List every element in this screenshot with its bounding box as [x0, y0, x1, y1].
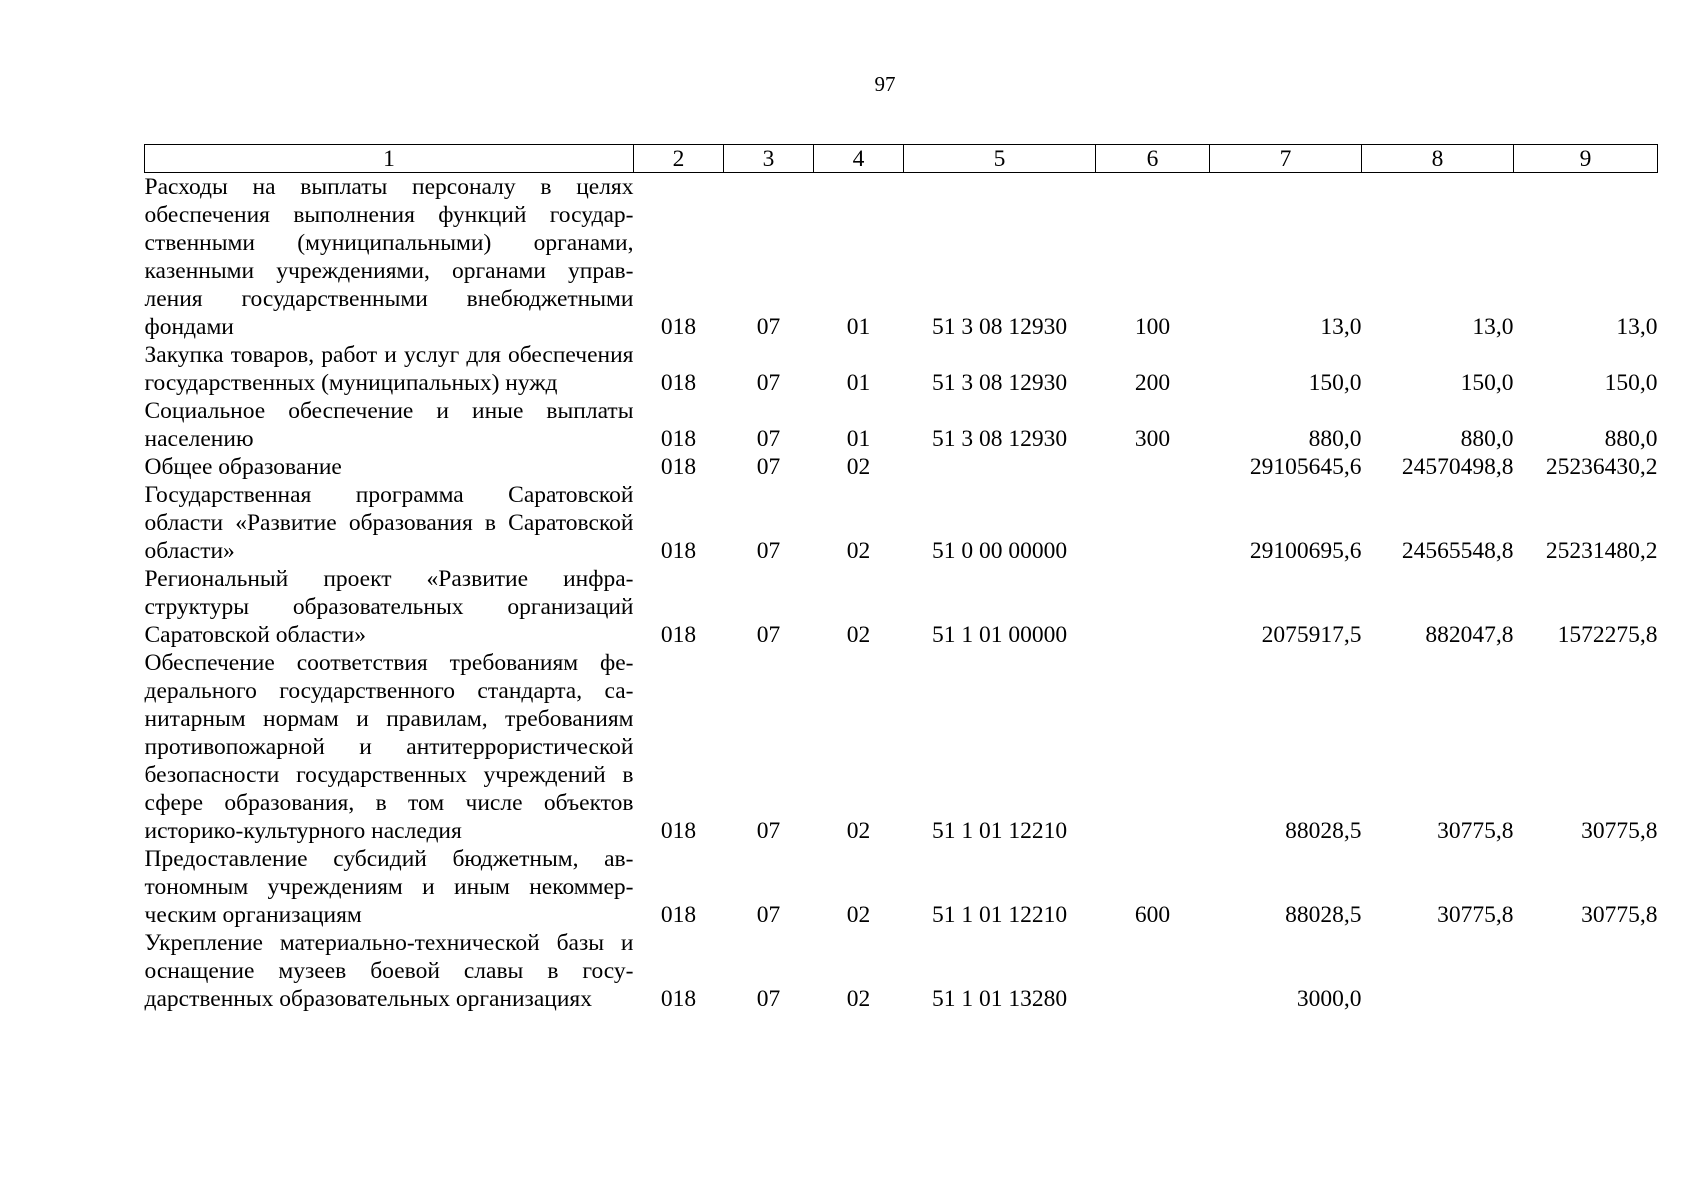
- column-header: 6: [1096, 145, 1210, 173]
- amount-col-8: 24570498,8: [1401, 454, 1514, 480]
- amount-col-9: 13,0: [1616, 314, 1658, 340]
- target-article-code: 51 1 01 12210: [931, 818, 1068, 844]
- ministry-code: 018: [660, 370, 697, 396]
- expense-type-code: 100: [1134, 314, 1171, 340]
- amount-col-7: 2075917,5: [1261, 622, 1362, 648]
- column-header: 1: [145, 145, 634, 173]
- amount-col-8: 30775,8: [1437, 902, 1514, 928]
- amount-col-7: 29100695,6: [1249, 538, 1362, 564]
- target-article-code: 51 1 01 13280: [931, 986, 1068, 1012]
- table-row: [145, 173, 1658, 342]
- amount-col-9: 880,0: [1604, 426, 1658, 452]
- table-row: [145, 845, 1658, 929]
- amount-col-8: 13,0: [1472, 314, 1514, 340]
- subsection-code: 02: [846, 454, 871, 480]
- expense-type-code: 200: [1134, 370, 1171, 396]
- expense-type-code: [1096, 481, 1210, 565]
- expense-type-code: [1096, 649, 1210, 845]
- expense-type-code: 300: [1134, 426, 1171, 452]
- subsection-code: 01: [846, 314, 871, 340]
- column-header: 4: [814, 145, 904, 173]
- row-description: Региональный проект «Развитие инфраструктуры образовательных организаций Саратовской области»: [144, 566, 634, 648]
- amount-col-8: 882047,8: [1425, 622, 1514, 648]
- target-article-code: [904, 453, 1096, 481]
- subsection-code: 02: [846, 538, 871, 564]
- budget-table: [144, 144, 1658, 1013]
- row-description: Общее образование: [144, 454, 342, 480]
- amount-col-9: [1514, 929, 1658, 1013]
- column-header: 9: [1514, 145, 1658, 173]
- ministry-code: 018: [660, 902, 697, 928]
- subsection-code: 02: [846, 902, 871, 928]
- expense-type-code: [1096, 565, 1210, 649]
- ministry-code: 018: [660, 986, 697, 1012]
- section-code: 07: [756, 314, 781, 340]
- column-header: 8: [1362, 145, 1514, 173]
- amount-col-9: 25236430,2: [1545, 454, 1658, 480]
- row-description: Расходы на выплаты персоналу в целях обеспечения выполнения функций государственными (муниципальными) органами, казенными учреждениями, органами управления государственными внебюджетными фондами: [144, 174, 634, 340]
- amount-col-7: 3000,0: [1296, 986, 1362, 1012]
- amount-col-8: [1362, 929, 1514, 1013]
- section-code: 07: [756, 986, 781, 1012]
- table-row: [145, 453, 1658, 481]
- expense-type-code: 600: [1134, 902, 1171, 928]
- expense-type-code: [1096, 453, 1210, 481]
- section-code: 07: [756, 622, 781, 648]
- section-code: 07: [756, 538, 781, 564]
- target-article-code: 51 3 08 12930: [931, 314, 1068, 340]
- amount-col-9: 25231480,2: [1545, 538, 1658, 564]
- ministry-code: 018: [660, 818, 697, 844]
- ministry-code: 018: [660, 538, 697, 564]
- table-row: [145, 649, 1658, 845]
- row-description: Обеспечение соответствия требованиям федерального государственного стандарта, санитарным нормам и правилам, требованиям противопожарной и антитеррористической безопасности государственных учреждений в сфере образования, в том числе объектов историко-культурного наследия: [144, 650, 634, 844]
- amount-col-7: 88028,5: [1285, 818, 1362, 844]
- table-row: [145, 929, 1658, 1013]
- amount-col-7: 880,0: [1308, 426, 1362, 452]
- section-code: 07: [756, 426, 781, 452]
- section-code: 07: [756, 370, 781, 396]
- row-description: Предоставление субсидий бюджетным, автономным учреждениям и иным некоммерческим организациям: [144, 846, 634, 928]
- amount-col-9: 30775,8: [1581, 818, 1658, 844]
- column-header: 3: [724, 145, 814, 173]
- ministry-code: 018: [660, 622, 697, 648]
- target-article-code: 51 0 00 00000: [931, 538, 1068, 564]
- section-code: 07: [756, 454, 781, 480]
- subsection-code: 01: [846, 426, 871, 452]
- column-header: 5: [904, 145, 1096, 173]
- row-description: Социальное обеспечение и иные выплаты населению: [144, 398, 634, 452]
- ministry-code: 018: [660, 454, 697, 480]
- subsection-code: 02: [846, 818, 871, 844]
- amount-col-8: 30775,8: [1437, 818, 1514, 844]
- amount-col-7: 29105645,6: [1249, 454, 1362, 480]
- table-row: [145, 481, 1658, 565]
- target-article-code: 51 3 08 12930: [931, 426, 1068, 452]
- ministry-code: 018: [660, 314, 697, 340]
- amount-col-9: 150,0: [1604, 370, 1658, 396]
- subsection-code: 01: [846, 370, 871, 396]
- table-row: [145, 565, 1658, 649]
- amount-col-7: 13,0: [1320, 314, 1362, 340]
- amount-col-7: 150,0: [1308, 370, 1362, 396]
- target-article-code: 51 3 08 12930: [931, 370, 1068, 396]
- amount-col-9: 30775,8: [1581, 902, 1658, 928]
- row-description: Укрепление материально-технической базы и оснащение музеев боевой славы в государственных образовательных организациях: [144, 930, 634, 1012]
- section-code: 07: [756, 902, 781, 928]
- page-number: 97: [874, 72, 896, 96]
- table-row: [145, 397, 1658, 453]
- amount-col-9: 1572275,8: [1557, 622, 1658, 648]
- section-code: 07: [756, 818, 781, 844]
- table-row: [145, 341, 1658, 397]
- subsection-code: 02: [846, 622, 871, 648]
- subsection-code: 02: [846, 986, 871, 1012]
- header-row: [145, 145, 1658, 173]
- target-article-code: 51 1 01 12210: [931, 902, 1068, 928]
- amount-col-8: 150,0: [1460, 370, 1514, 396]
- row-description: Государственная программа Саратовской области «Развитие образования в Саратовской области»: [144, 482, 634, 564]
- column-header: 7: [1210, 145, 1362, 173]
- expense-type-code: [1096, 929, 1210, 1013]
- amount-col-8: 880,0: [1460, 426, 1514, 452]
- column-header: 2: [634, 145, 724, 173]
- row-description: Закупка товаров, работ и услуг для обеспечения государственных (муниципальных) нужд: [144, 342, 634, 396]
- amount-col-8: 24565548,8: [1401, 538, 1514, 564]
- amount-col-7: 88028,5: [1285, 902, 1362, 928]
- target-article-code: 51 1 01 00000: [931, 622, 1068, 648]
- ministry-code: 018: [660, 426, 697, 452]
